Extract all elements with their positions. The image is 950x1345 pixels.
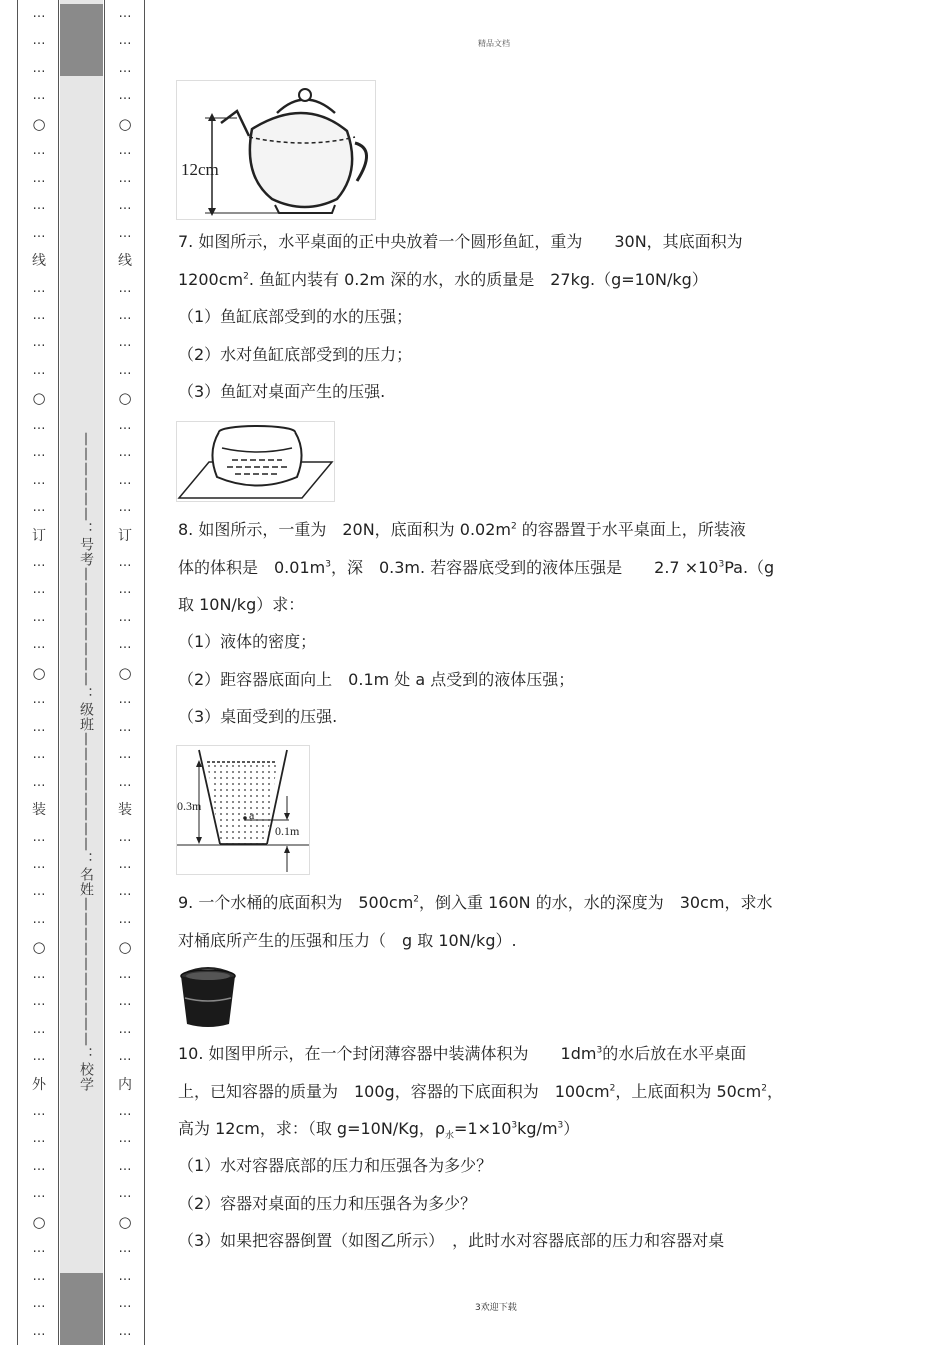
left-margin-mark: … bbox=[32, 692, 46, 707]
left-margin-mark: … bbox=[32, 775, 46, 790]
footer-note: 3欢迎下载 bbox=[475, 1303, 517, 1313]
right-margin-mark: … bbox=[118, 1241, 132, 1256]
right-margin-mark: … bbox=[118, 473, 132, 488]
left-margin-mark: ○ bbox=[32, 115, 46, 133]
right-margin-mark: … bbox=[118, 308, 132, 323]
right-margin-mark: … bbox=[118, 61, 132, 76]
left-margin-mark: … bbox=[32, 143, 46, 158]
right-margin-mark: … bbox=[118, 1269, 132, 1284]
left-margin-mark: … bbox=[32, 884, 46, 899]
right-margin-mark: ○ bbox=[118, 938, 132, 956]
q8-sub-3: （3）桌面受到的压强. bbox=[178, 707, 338, 726]
right-margin-mark: … bbox=[118, 857, 132, 872]
container-drawing bbox=[177, 746, 309, 874]
right-margin-mark: ○ bbox=[118, 389, 132, 407]
right-margin-mark: … bbox=[118, 281, 132, 296]
q7-line-2-b: . 鱼缸内装有 0.2m 深的水，水的质量是 27kg.（g=10N/kg） bbox=[248, 270, 708, 289]
q8-line-1-b: 的容器置于水平桌面上，所装液 bbox=[516, 520, 746, 539]
right-margin-mark: … bbox=[118, 363, 132, 378]
q7-sub-3: （3）鱼缸对桌面产生的压强. bbox=[178, 382, 386, 401]
left-margin-mark: ○ bbox=[32, 938, 46, 956]
q7-line-2 bbox=[178, 269, 708, 291]
right-margin-mark: … bbox=[118, 33, 132, 48]
q10-line-2-a: 上，已知容器的质量为 100g，容器的下底面积为 100cm bbox=[178, 1082, 610, 1101]
q10-line-3-b: =1×10 bbox=[454, 1119, 512, 1138]
left-margin-mark: 外 bbox=[32, 1077, 46, 1093]
container-figure bbox=[176, 745, 310, 875]
q9-line-1-a: 9. 一个水桶的底面积为 500cm bbox=[178, 893, 414, 912]
q9-line-1 bbox=[178, 892, 772, 914]
q10-sub-2: （2）容器对桌面的压力和压强各为多少？ bbox=[178, 1194, 477, 1213]
q8-line-2 bbox=[178, 557, 774, 579]
left-margin-mark: … bbox=[32, 830, 46, 845]
right-margin-mark: ○ bbox=[118, 664, 132, 682]
left-margin-mark: … bbox=[32, 1186, 46, 1201]
q7-line-1: 7. 如图所示，水平桌面的正中央放着一个圆形鱼缸，重为 30N，其底面积为 bbox=[178, 232, 743, 251]
q10-sub-3: （3）如果把容器倒置（如图乙所示） ，此时水对容器底部的压力和容器对桌 bbox=[178, 1231, 725, 1250]
left-margin-mark: … bbox=[32, 912, 46, 927]
right-margin-mark: 线 bbox=[118, 253, 132, 269]
right-margin-mark: ○ bbox=[118, 115, 132, 133]
margin-left-column bbox=[28, 0, 50, 1345]
binding-strip-bottom bbox=[60, 1273, 103, 1345]
left-margin-mark: … bbox=[32, 363, 46, 378]
right-margin-mark: … bbox=[118, 884, 132, 899]
q10-line-2-sup-1: 2 bbox=[609, 1083, 616, 1094]
q8-line-2-sup-2: 3 bbox=[718, 559, 725, 570]
left-margin-mark: … bbox=[32, 418, 46, 433]
right-margin-mark: … bbox=[118, 171, 132, 186]
right-margin-mark: … bbox=[118, 335, 132, 350]
left-margin-mark: 线 bbox=[32, 253, 46, 269]
student-info-field: ——————：号考————————：级班————————：名姓——————————：校学 bbox=[78, 432, 94, 1092]
right-margin-mark: … bbox=[118, 720, 132, 735]
bucket-figure bbox=[176, 963, 240, 1031]
left-margin-mark: … bbox=[32, 1131, 46, 1146]
left-margin-mark: … bbox=[32, 308, 46, 323]
left-margin-mark: … bbox=[32, 582, 46, 597]
right-margin-mark: … bbox=[118, 994, 132, 1009]
q10-line-3 bbox=[178, 1118, 579, 1140]
q10-line-3-a: 高为 12cm，求：（取 g=10N/Kg，ρ bbox=[178, 1119, 446, 1138]
left-margin-mark: … bbox=[32, 967, 46, 982]
right-margin-mark: … bbox=[118, 445, 132, 460]
right-margin-mark: … bbox=[118, 747, 132, 762]
right-margin-mark: … bbox=[118, 6, 132, 21]
left-margin-mark: … bbox=[32, 61, 46, 76]
left-margin-mark: … bbox=[32, 171, 46, 186]
q10-line-3-sup-1: 3 bbox=[511, 1120, 518, 1131]
left-margin-mark: … bbox=[32, 555, 46, 570]
q8-line-1-a: 8. 如图所示，一重为 20N，底面积为 0.02m bbox=[178, 520, 511, 539]
left-margin-mark: … bbox=[32, 473, 46, 488]
left-margin-mark: … bbox=[32, 500, 46, 515]
left-margin-mark: … bbox=[32, 198, 46, 213]
container-depth-label: 0.3m bbox=[177, 799, 202, 813]
right-margin-mark: … bbox=[118, 198, 132, 213]
q8-line-2-c: Pa.（g bbox=[724, 558, 775, 577]
left-margin-mark: … bbox=[32, 637, 46, 652]
q9-line-1-b: ，倒入重 160N 的水，水的深度为 30cm，求水 bbox=[419, 893, 773, 912]
q10-line-1-a: 10. 如图甲所示，在一个封闭薄容器中装满体积为 1dm bbox=[178, 1044, 597, 1063]
left-margin-mark: 订 bbox=[32, 528, 46, 544]
left-margin-mark: … bbox=[32, 6, 46, 21]
left-margin-mark: … bbox=[32, 1324, 46, 1339]
right-margin-mark: 订 bbox=[118, 528, 132, 544]
left-margin-mark: ○ bbox=[32, 1213, 46, 1231]
teapot-drawing bbox=[177, 81, 375, 219]
margin-line-2 bbox=[58, 0, 59, 1345]
left-margin-mark: … bbox=[32, 1049, 46, 1064]
q10-line-3-sub: 水 bbox=[445, 1131, 455, 1142]
q8-line-2-sup-1: 3 bbox=[325, 559, 331, 570]
left-margin-mark: … bbox=[32, 33, 46, 48]
right-margin-mark: … bbox=[118, 88, 132, 103]
right-margin-mark: … bbox=[118, 967, 132, 982]
left-margin-mark: … bbox=[32, 445, 46, 460]
right-margin-mark: … bbox=[118, 830, 132, 845]
header-note: 精品文档 bbox=[478, 39, 510, 48]
margin-line-3 bbox=[104, 0, 105, 1345]
q10-line-3-d: ） bbox=[563, 1119, 580, 1138]
q8-sub-2: （2）距容器底面向上 0.1m 处 a 点受到的液体压强； bbox=[178, 670, 575, 689]
q10-line-3-c: kg/m bbox=[517, 1119, 558, 1138]
right-margin-mark: … bbox=[118, 1131, 132, 1146]
right-margin-mark: … bbox=[118, 418, 132, 433]
left-margin-mark: … bbox=[32, 88, 46, 103]
right-margin-mark: … bbox=[118, 1159, 132, 1174]
q10-line-1-b: 的水后放在水平桌面 bbox=[602, 1044, 747, 1063]
margin-right-column bbox=[114, 0, 136, 1345]
right-margin-mark: … bbox=[118, 1324, 132, 1339]
q10-sub-1: （1）水对容器底部的压力和压强各为多少？ bbox=[178, 1156, 493, 1175]
q9-line-1-sup: 2 bbox=[413, 894, 420, 905]
right-margin-mark: … bbox=[118, 555, 132, 570]
binding-strip-top bbox=[60, 4, 103, 76]
q8-line-1 bbox=[178, 519, 746, 541]
q10-line-1-sup: 3 bbox=[596, 1045, 603, 1056]
q10-line-2-b: ，上底面积为 50cm bbox=[615, 1082, 762, 1101]
left-margin-mark: … bbox=[32, 281, 46, 296]
left-margin-mark: … bbox=[32, 747, 46, 762]
left-margin-mark: ○ bbox=[32, 664, 46, 682]
bucket-drawing bbox=[177, 964, 239, 1030]
left-margin-mark: … bbox=[32, 1296, 46, 1311]
right-margin-mark: … bbox=[118, 582, 132, 597]
container-height-label: 0.1m bbox=[275, 824, 300, 838]
teapot-figure bbox=[176, 80, 376, 220]
right-margin-mark: … bbox=[118, 692, 132, 707]
left-margin-mark: 装 bbox=[32, 802, 46, 818]
right-margin-mark: … bbox=[118, 1049, 132, 1064]
q10-line-2-c: ， bbox=[766, 1082, 783, 1101]
left-margin-mark: … bbox=[32, 1159, 46, 1174]
left-margin-mark: … bbox=[32, 1022, 46, 1037]
left-margin-mark: … bbox=[32, 857, 46, 872]
left-margin-mark: … bbox=[32, 1269, 46, 1284]
right-margin-mark: … bbox=[118, 637, 132, 652]
container-point-label: a bbox=[249, 808, 255, 822]
q9-line-2: 对桶底所产生的压强和压力（ g 取 10N/kg）. bbox=[178, 931, 517, 950]
q10-line-1 bbox=[178, 1043, 746, 1065]
left-margin-mark: … bbox=[32, 226, 46, 241]
right-margin-mark: 内 bbox=[118, 1077, 132, 1093]
q7-line-2-a: 1200cm bbox=[178, 270, 244, 289]
right-margin-mark: … bbox=[118, 912, 132, 927]
q7-sub-1: （1）鱼缸底部受到的水的压强； bbox=[178, 307, 413, 326]
q8-line-2-a: 体的体积是 0.01m bbox=[178, 558, 326, 577]
right-margin-mark: ○ bbox=[118, 1213, 132, 1231]
left-margin-mark: … bbox=[32, 720, 46, 735]
right-margin-mark: … bbox=[118, 1296, 132, 1311]
teapot-height-label: 12cm bbox=[181, 160, 219, 179]
left-margin-mark: … bbox=[32, 994, 46, 1009]
right-margin-mark: … bbox=[118, 500, 132, 515]
left-margin-mark: … bbox=[32, 610, 46, 625]
fish-tank-drawing bbox=[177, 422, 334, 501]
margin-line-4 bbox=[144, 0, 145, 1345]
q8-line-2-b: ，深 0.3m. 若容器底受到的液体压强是 2.7 ×10 bbox=[330, 558, 719, 577]
q10-line-2-sup-2: 2 bbox=[761, 1083, 767, 1094]
left-margin-mark: … bbox=[32, 1104, 46, 1119]
right-margin-mark: … bbox=[118, 1022, 132, 1037]
right-margin-mark: 装 bbox=[118, 802, 132, 818]
left-margin-mark: … bbox=[32, 335, 46, 350]
right-margin-mark: … bbox=[118, 1104, 132, 1119]
q7-sub-2: （2）水对鱼缸底部受到的压力； bbox=[178, 345, 413, 364]
q7-line-2-sup: 2 bbox=[243, 271, 249, 282]
left-margin-mark: … bbox=[32, 1241, 46, 1256]
q10-line-3-sup-2: 3 bbox=[557, 1120, 564, 1131]
margin-line-1 bbox=[17, 0, 18, 1345]
left-margin-mark: ○ bbox=[32, 389, 46, 407]
right-margin-mark: … bbox=[118, 143, 132, 158]
right-margin-mark: … bbox=[118, 610, 132, 625]
fish-tank-figure bbox=[176, 421, 335, 502]
q8-sub-1: （1）液体的密度； bbox=[178, 632, 317, 651]
right-margin-mark: … bbox=[118, 775, 132, 790]
q10-line-2 bbox=[178, 1081, 783, 1103]
right-margin-mark: … bbox=[118, 1186, 132, 1201]
q8-line-1-sup: 2 bbox=[510, 521, 517, 532]
right-margin-mark: … bbox=[118, 226, 132, 241]
q8-line-3: 取 10N/kg）求： bbox=[178, 595, 305, 614]
